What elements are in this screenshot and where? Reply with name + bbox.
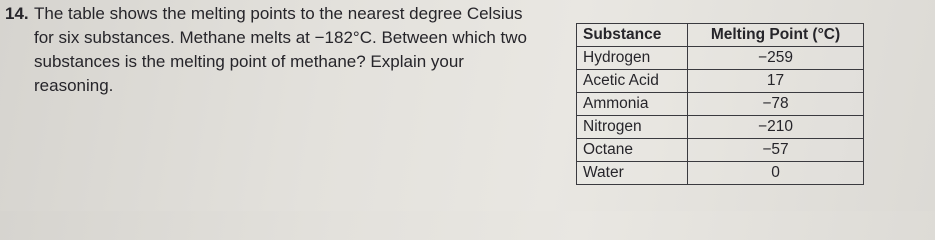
melting-point-cell: −259	[688, 47, 864, 70]
header-melting-point: Melting Point (°C)	[688, 24, 864, 47]
table-row	[577, 139, 864, 162]
question-number: 14.	[5, 4, 29, 23]
table-header-row	[577, 24, 864, 47]
melting-point-table	[576, 23, 864, 185]
melting-point-cell: 17	[688, 70, 864, 93]
table-row	[577, 162, 864, 185]
melting-point-table-container	[576, 23, 864, 185]
table-row	[577, 70, 864, 93]
question-text-line: for six substances. Methane melts at −182°C. Between which two	[34, 28, 527, 47]
substance-cell: Water	[577, 162, 688, 185]
table-row	[577, 47, 864, 70]
substance-cell: Nitrogen	[577, 116, 688, 139]
table-row	[577, 93, 864, 116]
substance-cell: Acetic Acid	[577, 70, 688, 93]
table-row	[577, 116, 864, 139]
melting-point-cell: 0	[688, 162, 864, 185]
melting-point-cell: −78	[688, 93, 864, 116]
substance-cell: Ammonia	[577, 93, 688, 116]
question-text-line: The table shows the melting points to the nearest degree Celsius	[34, 4, 523, 23]
header-substance: Substance	[577, 24, 688, 47]
substance-cell: Hydrogen	[577, 47, 688, 70]
melting-point-cell: −210	[688, 116, 864, 139]
question-text-line: reasoning.	[34, 76, 114, 95]
melting-point-cell: −57	[688, 139, 864, 162]
substance-cell: Octane	[577, 139, 688, 162]
question-text-line: substances is the melting point of methane? Explain your	[34, 52, 464, 71]
